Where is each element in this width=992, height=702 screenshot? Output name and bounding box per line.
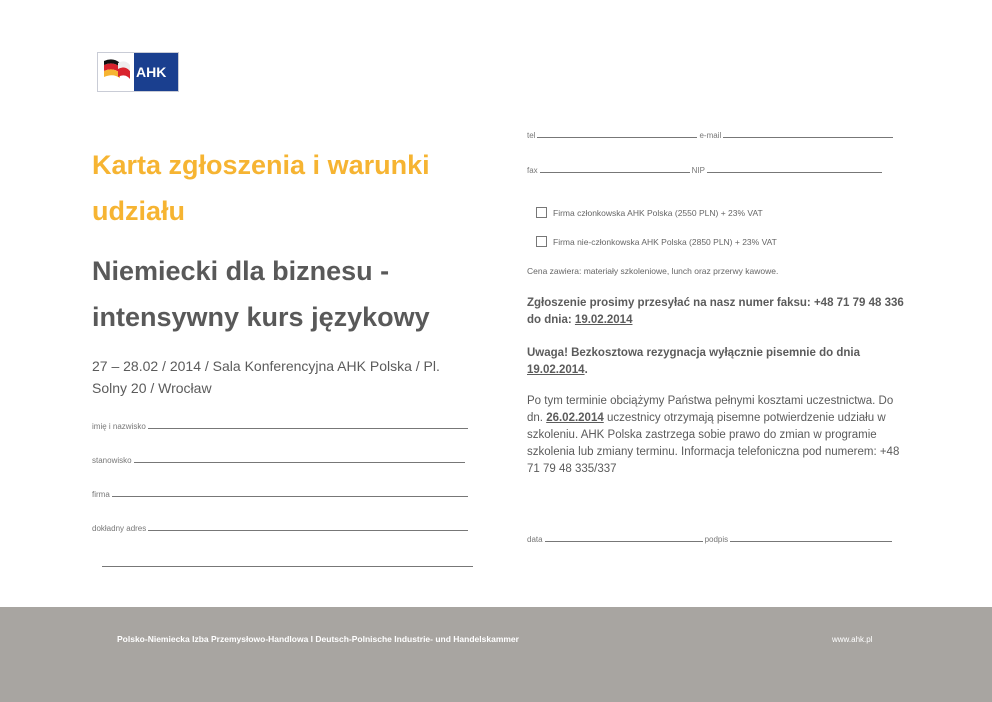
option-member[interactable] bbox=[536, 207, 763, 218]
company-field[interactable] bbox=[92, 485, 468, 499]
signature-line[interactable] bbox=[730, 541, 892, 542]
member-checkbox[interactable] bbox=[536, 207, 547, 218]
address-line[interactable] bbox=[148, 530, 468, 531]
event-info: 27 – 28.02 / 2014 / Sala Konferencyjna AHK Polska / Pl. Solny 20 / Wrocław bbox=[92, 358, 440, 396]
footer-url[interactable]: www.ahk.pl bbox=[832, 635, 873, 644]
fax-line[interactable] bbox=[540, 172, 690, 173]
date-label: data bbox=[527, 535, 543, 544]
terms-date: 26.02.2014 bbox=[546, 412, 604, 424]
company-line[interactable] bbox=[112, 496, 468, 497]
position-line[interactable] bbox=[134, 462, 465, 463]
footer-org: Polsko-Niemiecka Izba Przemysłowo-Handlowa I Deutsch-Polnische Industrie- und Handelskammer bbox=[117, 634, 519, 644]
terms-text bbox=[527, 393, 912, 478]
position-field[interactable] bbox=[92, 451, 465, 465]
flag-icon bbox=[98, 53, 134, 91]
warning-text: Uwaga! Bezkosztowa rezygnacja wyłącznie pisemnie do dnia bbox=[527, 347, 860, 359]
logo-text: AHK bbox=[136, 64, 167, 80]
tel-line[interactable] bbox=[537, 137, 697, 138]
terms-part1: Po tym terminie obciążymy Państwa pełnymi kosztami uczestnictwa. Do dn. bbox=[527, 395, 894, 424]
signature-label: podpis bbox=[704, 535, 729, 544]
date-line[interactable] bbox=[545, 541, 703, 542]
nonmember-checkbox[interactable] bbox=[536, 236, 547, 247]
signature-row[interactable] bbox=[527, 530, 892, 544]
ahk-logo bbox=[97, 52, 179, 92]
address-label: dokładny adres bbox=[92, 524, 147, 533]
nip-line[interactable] bbox=[707, 172, 882, 173]
nip-label: NIP bbox=[691, 166, 706, 175]
fax-notice bbox=[527, 295, 912, 329]
option-nonmember[interactable] bbox=[536, 236, 777, 247]
course-title: Niemiecki dla biznesu - intensywny kurs językowy bbox=[92, 256, 430, 332]
tel-field[interactable] bbox=[527, 126, 893, 140]
email-label: e-mail bbox=[699, 131, 722, 140]
fax-notice-text: Zgłoszenie prosimy przesyłać na nasz numer faksu: +48 71 79 48 336 do dnia: bbox=[527, 297, 904, 326]
name-line[interactable] bbox=[148, 428, 468, 429]
address-field[interactable] bbox=[92, 519, 468, 533]
nonmember-label: Firma nie-członkowska AHK Polska (2850 PLN) + 23% VAT bbox=[553, 236, 777, 247]
email-line[interactable] bbox=[723, 137, 893, 138]
address-line-2[interactable] bbox=[102, 566, 473, 567]
footer bbox=[0, 607, 992, 702]
fax-field[interactable] bbox=[527, 161, 882, 175]
name-field[interactable] bbox=[92, 417, 468, 431]
form-title: Karta zgłoszenia i warunki udziału bbox=[92, 150, 430, 226]
tel-label: tel bbox=[527, 131, 536, 140]
warning-suffix: . bbox=[584, 364, 588, 376]
name-label: imię i nazwisko bbox=[92, 422, 146, 431]
terms-part2: uczestnicy otrzymają pisemne potwierdzenie udziału w szkoleniu. AHK Polska zastrzega sobie prawo do zmian w programie szkolenia lub zmiany terminu. Informacja telefoniczna pod numerem: +48 71 79 48 335/337 bbox=[527, 412, 900, 475]
member-label: Firma członkowska AHK Polska (2550 PLN) + 23% VAT bbox=[553, 207, 763, 218]
fax-label: fax bbox=[527, 166, 538, 175]
warning-date: 19.02.2014 bbox=[527, 364, 585, 376]
price-note: Cena zawiera: materiały szkoleniowe, lunch oraz przerwy kawowe. bbox=[527, 266, 779, 276]
company-label: firma bbox=[92, 490, 110, 499]
warning-notice bbox=[527, 345, 912, 379]
position-label: stanowisko bbox=[92, 456, 132, 465]
fax-notice-date: 19.02.2014 bbox=[574, 314, 633, 326]
